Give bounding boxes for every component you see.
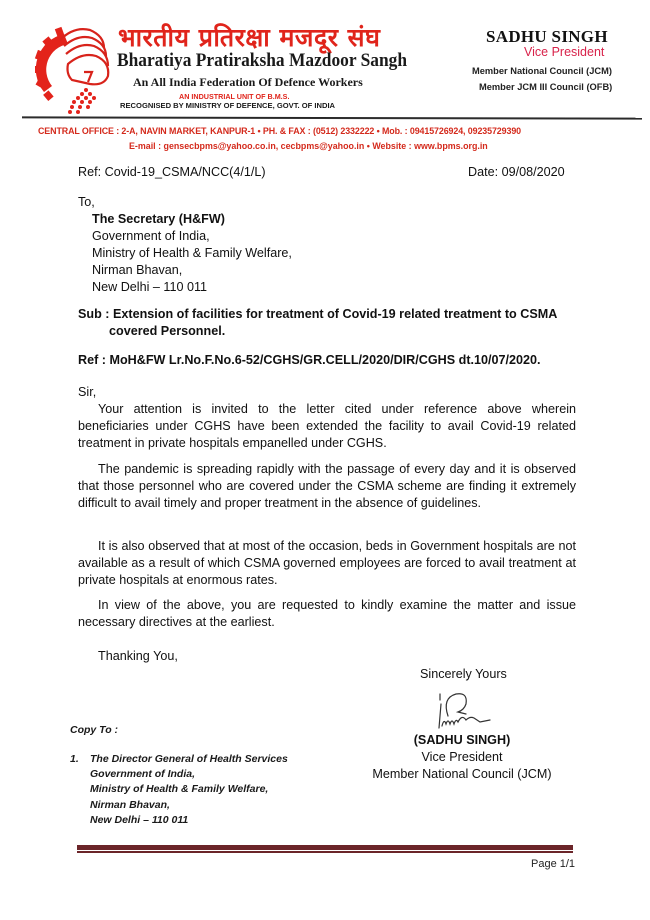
signatory-council: Member National Council (JCM) bbox=[372, 767, 552, 781]
signatory-name: (SADHU SINGH) bbox=[413, 733, 511, 747]
copy-item-number: 1. bbox=[70, 753, 79, 765]
header-divider bbox=[22, 116, 642, 119]
reference-number: Ref: Covid-19_CSMA/NCC(4/1/L) bbox=[78, 165, 266, 179]
copy-to-list bbox=[70, 752, 288, 828]
body-paragraph: The pandemic is spreading rapidly with the passage of every day and it is observed that those personnel who are covered under the CSMA scheme are finding it extremely difficult to avail timely and proper treatment in the absence of guidelines. bbox=[78, 462, 576, 510]
recipient-title: The Secretary (H&FW) bbox=[92, 212, 225, 226]
body-paragraph: In view of the above, you are requested to kindly examine the matter and issue necessary directives at the earliest. bbox=[78, 598, 576, 629]
signatory-block bbox=[372, 732, 552, 783]
thanks-line: Thanking You, bbox=[98, 649, 178, 663]
to-label: To, bbox=[78, 195, 95, 209]
sender-title: Vice President bbox=[524, 45, 605, 59]
gear-fist-logo-icon bbox=[34, 20, 118, 116]
copy-item-line: Government of India, bbox=[90, 768, 196, 781]
industrial-unit-tagline: AN INDUSTRIAL UNIT OF B.M.S. bbox=[179, 92, 290, 101]
address-line: Ministry of Health & Family Welfare, bbox=[92, 246, 292, 260]
sender-membership: Member National Council (JCM) bbox=[472, 66, 612, 76]
copy-item-line: Ministry of Health & Family Welfare, bbox=[90, 783, 269, 796]
copy-item-line: New Delhi – 110 011 bbox=[90, 813, 189, 826]
body-paragraph: Your attention is invited to the letter cited under reference above wherein beneficiaries under CGHS have been extended the facility to avail Covid-19 related treatment in private hospitals empanelled under CGHS. bbox=[78, 402, 576, 450]
address-line: New Delhi – 110 011 bbox=[92, 280, 208, 294]
federation-tagline: An All India Federation Of Defence Workers bbox=[133, 75, 363, 89]
reference-letter: Ref : MoH&FW Lr.No.F.No.6-52/CGHS/GR.CELL/2020/DIR/CGHS dt.10/07/2020. bbox=[78, 353, 541, 367]
address-line: Government of India, bbox=[92, 229, 210, 243]
salutation: Sir, bbox=[78, 385, 97, 399]
page-number: Page 1/1 bbox=[531, 858, 576, 870]
copy-to-item bbox=[70, 752, 288, 767]
subject bbox=[78, 306, 578, 340]
sender-name: SADHU SINGH bbox=[486, 27, 608, 46]
recipient-address bbox=[92, 211, 292, 296]
body-paragraph: It is also observed that at most of the occasion, beds in Government hospitals are not available as a result of which CSMA governed employees are forced to avail treatment at private hospitals at enormous rates. bbox=[78, 539, 576, 587]
signature-icon bbox=[430, 688, 510, 736]
footer-divider bbox=[77, 845, 573, 851]
recognition-tagline: RECOGNISED BY MINISTRY OF DEFENCE, GOVT. OF INDIA bbox=[120, 101, 336, 110]
org-name-hindi: भारतीय प्रतिरक्षा मजदूर संघ bbox=[118, 23, 381, 52]
copy-item-line: The Director General of Health Services bbox=[90, 753, 288, 765]
address-line: Nirman Bhavan, bbox=[92, 263, 183, 277]
org-name: Bharatiya Pratiraksha Mazdoor Sangh bbox=[117, 51, 408, 71]
copy-item-line: Nirman Bhavan, bbox=[90, 798, 170, 811]
sender-membership: Member JCM III Council (OFB) bbox=[479, 82, 613, 92]
copy-to-heading: Copy To : bbox=[70, 724, 119, 736]
subject-line: covered Personnel. bbox=[109, 324, 226, 338]
sign-off: Sincerely Yours bbox=[420, 667, 507, 681]
central-office-address: CENTRAL OFFICE : 2-A, NAVIN MARKET, KANPUR-1 • PH. & FAX : (0512) 2332222 • Mob. : 09415726924, 09235729390 bbox=[38, 126, 521, 136]
signatory-title: Vice President bbox=[421, 750, 503, 764]
letter-date: Date: 09/08/2020 bbox=[468, 165, 565, 179]
subject-line: Sub : Extension of facilities for treatment of Covid-19 related treatment to CSMA bbox=[78, 307, 558, 321]
contact-email-website: E-mail : gensecbpms@yahoo.co.in, cecbpms@yahoo.in • Website : www.bpms.org.in bbox=[129, 141, 488, 151]
